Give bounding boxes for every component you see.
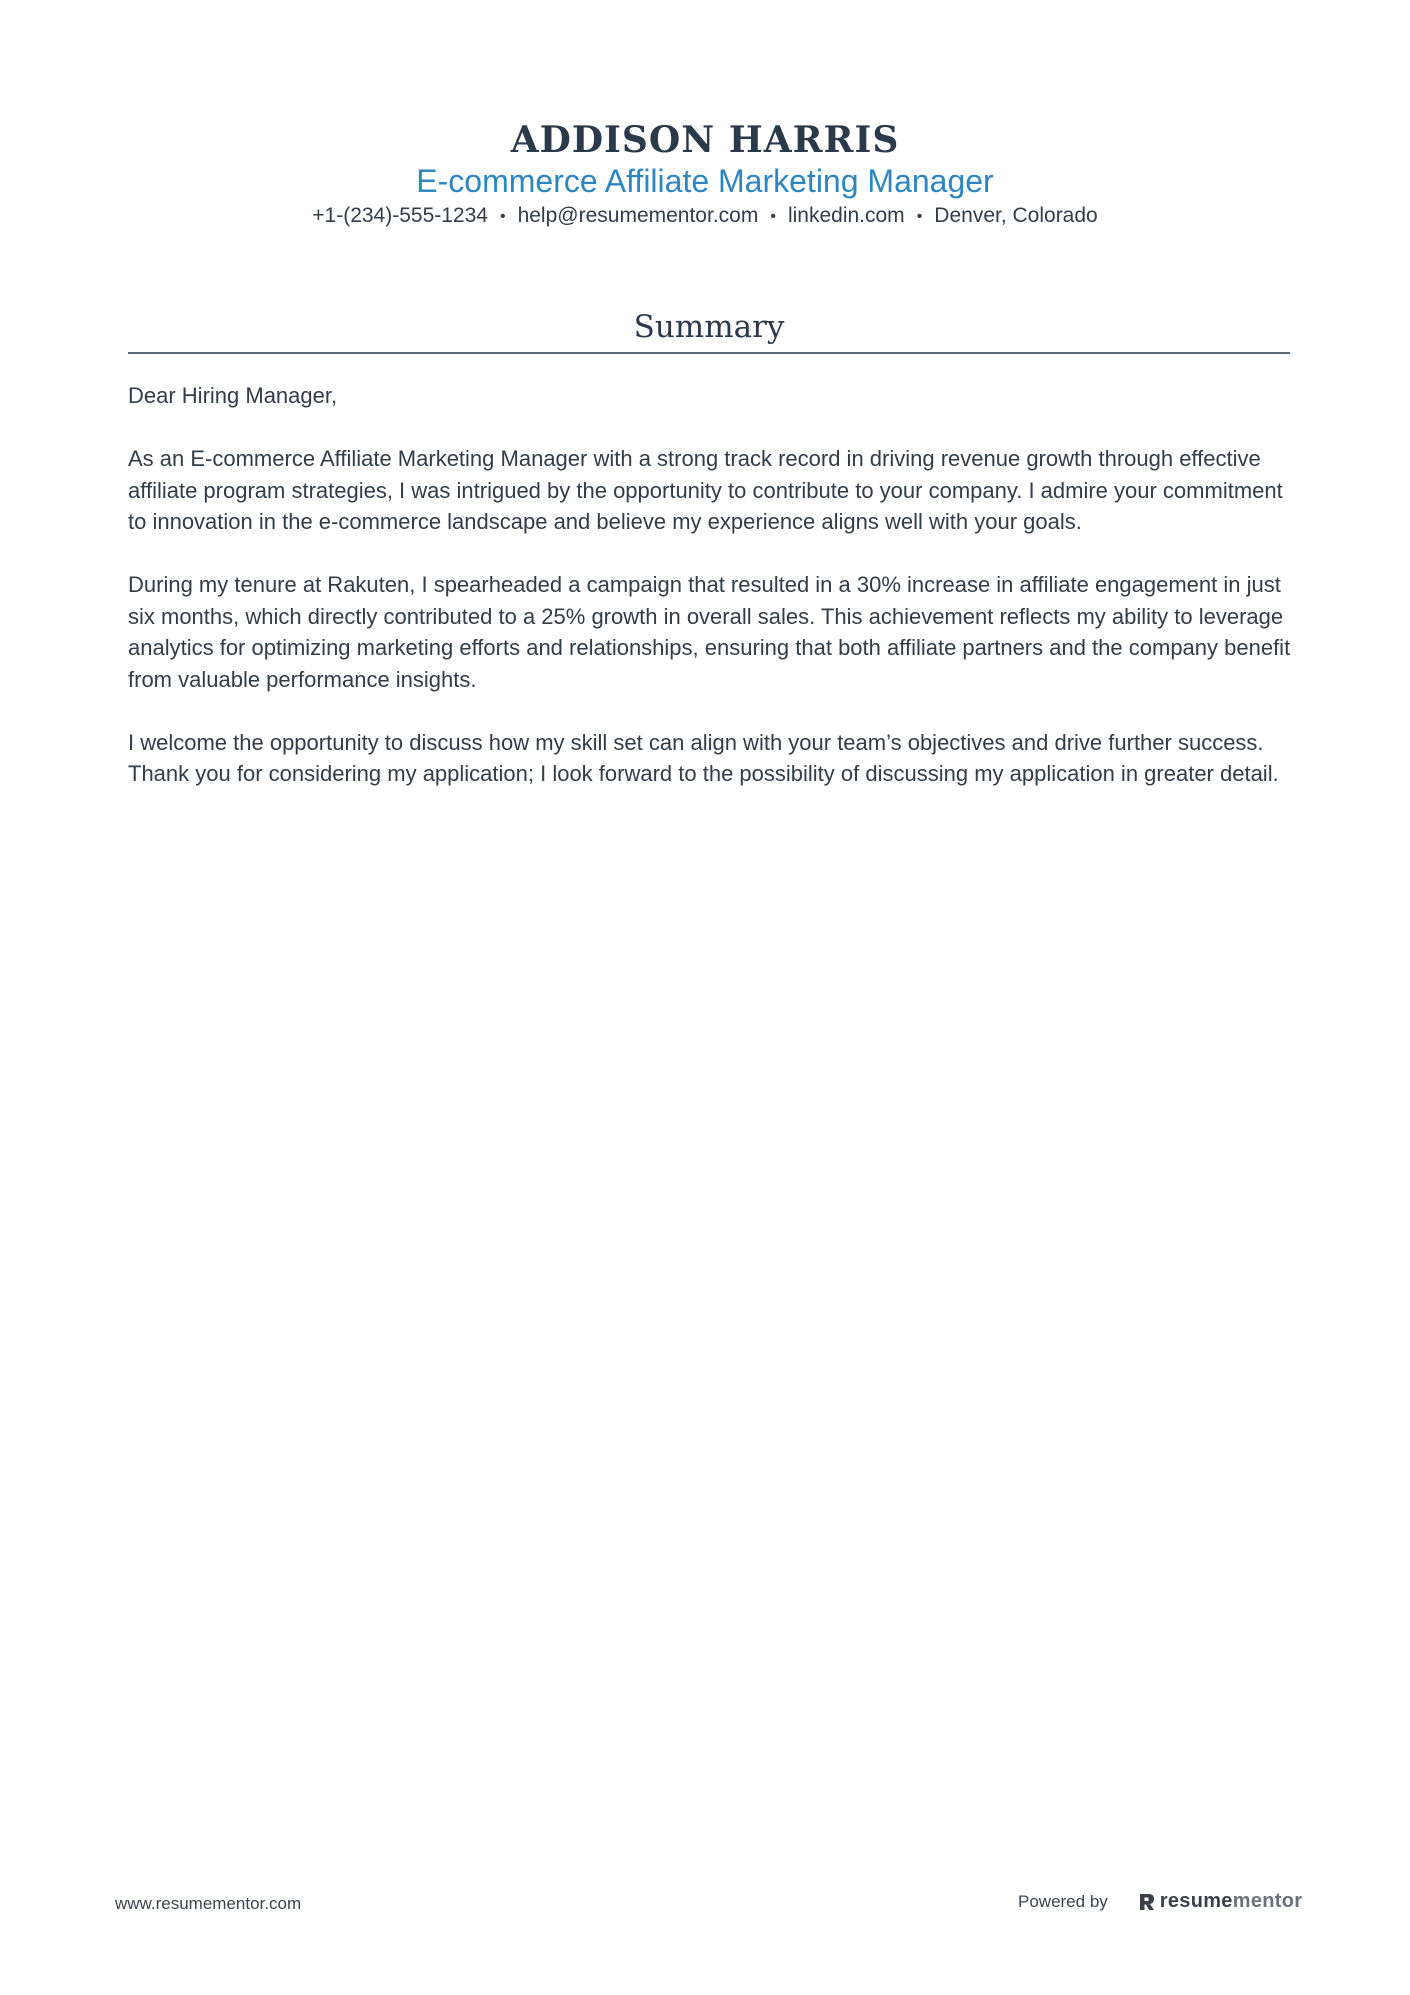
letter-paragraph: During my tenure at Rakuten, I spearheaded a campaign that resulted in a 30% increase in affiliate engagement in just six months, which directly contributed to a 25% growth in overall sales. This achievement reflects my ability to leverage analytics for optimizing marketing efforts and relationships, ensuring that both affiliate partners and the company benefit from valuable performance insights.: [128, 572, 1291, 692]
contact-location: Denver, Colorado: [934, 204, 1098, 227]
letter-greeting: Dear Hiring Manager,: [128, 383, 338, 408]
contact-separator: •: [499, 208, 506, 225]
contact-separator: •: [916, 208, 923, 225]
contact-phone: +1-(234)-555-1234: [312, 204, 488, 227]
contact-separator: •: [770, 208, 776, 225]
letter-body: [128, 380, 1292, 821]
brand-name-part2: mentor: [1232, 1890, 1303, 1912]
job-title: E-commerce Affiliate Marketing Manager: [416, 163, 994, 199]
footer-powered-by: [1018, 1890, 1302, 1913]
section-heading-summary: Summary: [633, 309, 785, 345]
footer-website[interactable]: www.resumementor.com: [115, 1894, 302, 1913]
brand-name-part1: resume: [1159, 1890, 1233, 1912]
brand-logo[interactable]: [1138, 1890, 1303, 1913]
contact-email[interactable]: help@resumementor.com: [517, 204, 759, 227]
letter-header: [0, 116, 1410, 231]
letter-paragraph: As an E-commerce Affiliate Marketing Manager with a strong track record in driving revenue growth through effective affiliate program strategies, I was intrigued by the opportunity to contribute to your company. I admire your commitment to innovation in the e-commerce landscape and believe my experience aligns well with your goals.: [128, 446, 1283, 534]
powered-by-label: Powered by: [1018, 1891, 1108, 1911]
contact-linkedin[interactable]: linkedin.com: [787, 204, 905, 227]
section-divider: [128, 352, 1290, 354]
applicant-name: ADDISON HARRIS: [510, 119, 900, 161]
resumementor-logo-icon: [1138, 1892, 1156, 1912]
contact-line: [0, 202, 1410, 231]
letter-paragraph: I welcome the opportunity to discuss how my skill set can align with your team’s objectives and drive further success. Thank you for considering my application; I look forward to the possibility of discussing my application in greater detail.: [128, 729, 1279, 786]
